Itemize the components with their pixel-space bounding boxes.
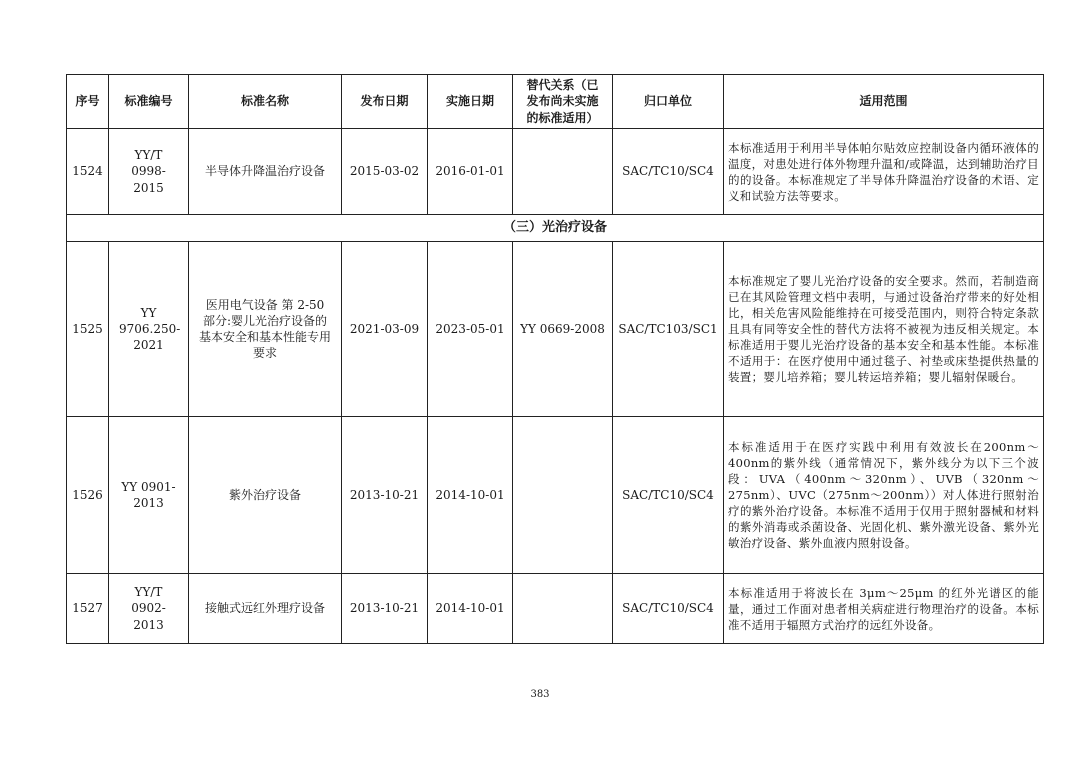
cell-seq: 1525 xyxy=(67,242,109,417)
cell-replace xyxy=(513,417,613,574)
cell-publish-date: 2013-10-21 xyxy=(342,574,428,644)
cell-implement-date: 2014-10-01 xyxy=(428,574,513,644)
cell-implement-date: 2014-10-01 xyxy=(428,417,513,574)
header-implement-date: 实施日期 xyxy=(428,75,513,129)
cell-unit: SAC/TC103/SC1 xyxy=(613,242,724,417)
table-row xyxy=(67,129,1044,215)
cell-scope: 本标准适用于在医疗实践中利用有效波长在200nm～400nm的紫外线（通常情况下，紫外线分为以下三个波段：UVA（400nm～320nm）、UVB（320nm～275nm）、UVC（275nm～200nm））对人体进行照射治疗的紫外治疗设备。本标准不适用于仅用于照射器械和材料的紫外消毒或杀菌设备、光固化机、紫外激光设备、紫外光敏治疗设备、紫外血液内照射设备。 xyxy=(724,417,1044,574)
cell-publish-date: 2021-03-09 xyxy=(342,242,428,417)
page-number: 383 xyxy=(530,689,550,700)
cell-replace xyxy=(513,129,613,215)
cell-code: YY 9706.250-2021 xyxy=(109,242,189,417)
cell-name: 接触式远红外理疗设备 xyxy=(189,574,342,644)
cell-replace: YY 0669-2008 xyxy=(513,242,613,417)
header-publish-date: 发布日期 xyxy=(342,75,428,129)
header-replace: 替代关系（已发布尚未实施的标准适用） xyxy=(513,75,613,129)
table-row xyxy=(67,417,1044,574)
section-title: （三）光治疗设备 xyxy=(67,215,1044,242)
section-row xyxy=(67,215,1044,242)
cell-implement-date: 2016-01-01 xyxy=(428,129,513,215)
header-seq: 序号 xyxy=(67,75,109,129)
cell-publish-date: 2013-10-21 xyxy=(342,417,428,574)
cell-name: 半导体升降温治疗设备 xyxy=(189,129,342,215)
cell-scope: 本标准适用于将波长在 3μm～25μm 的红外光谱区的能量，通过工作面对患者相关病症进行物理治疗的设备。本标准不适用于辐照方式治疗的远红外设备。 xyxy=(724,574,1044,644)
cell-seq: 1524 xyxy=(67,129,109,215)
cell-code: YY 0901-2013 xyxy=(109,417,189,574)
cell-unit: SAC/TC10/SC4 xyxy=(613,574,724,644)
header-scope: 适用范围 xyxy=(724,75,1044,129)
standards-table xyxy=(66,74,1044,644)
table-header-row xyxy=(67,75,1044,129)
cell-replace xyxy=(513,574,613,644)
header-name: 标准名称 xyxy=(189,75,342,129)
table-row xyxy=(67,574,1044,644)
cell-scope: 本标准规定了婴儿光治疗设备的安全要求。然而，若制造商已在其风险管理文档中表明，与通过设备治疗带来的好处相比，相关危害风险能维持在可接受范围内，则符合特定条款且具有同等安全性的替代方法将不被视为违反相关规定。本标准适用于婴儿光治疗设备的基本安全和基本性能。本标准不适用于：在医疗使用中通过毯子、衬垫或床垫提供热量的装置；婴儿培养箱；婴儿转运培养箱；婴儿辐射保暖台。 xyxy=(724,242,1044,417)
table-row xyxy=(67,242,1044,417)
cell-seq: 1526 xyxy=(67,417,109,574)
cell-scope: 本标准适用于利用半导体帕尔贴效应控制设备内循环液体的温度，对患处进行体外物理升温和/或降温，达到辅助治疗目的的设备。本标准规定了半导体升降温治疗设备的术语、定义和试验方法等要求。 xyxy=(724,129,1044,215)
header-code: 标准编号 xyxy=(109,75,189,129)
cell-seq: 1527 xyxy=(67,574,109,644)
cell-name: 紫外治疗设备 xyxy=(189,417,342,574)
cell-code: YY/T 0998-2015 xyxy=(109,129,189,215)
cell-code: YY/T 0902-2013 xyxy=(109,574,189,644)
cell-publish-date: 2015-03-02 xyxy=(342,129,428,215)
cell-unit: SAC/TC10/SC4 xyxy=(613,129,724,215)
cell-name: 医用电气设备 第 2-50 部分:婴儿光治疗设备的基本安全和基本性能专用要求 xyxy=(189,242,342,417)
cell-implement-date: 2023-05-01 xyxy=(428,242,513,417)
cell-unit: SAC/TC10/SC4 xyxy=(613,417,724,574)
header-unit: 归口单位 xyxy=(613,75,724,129)
